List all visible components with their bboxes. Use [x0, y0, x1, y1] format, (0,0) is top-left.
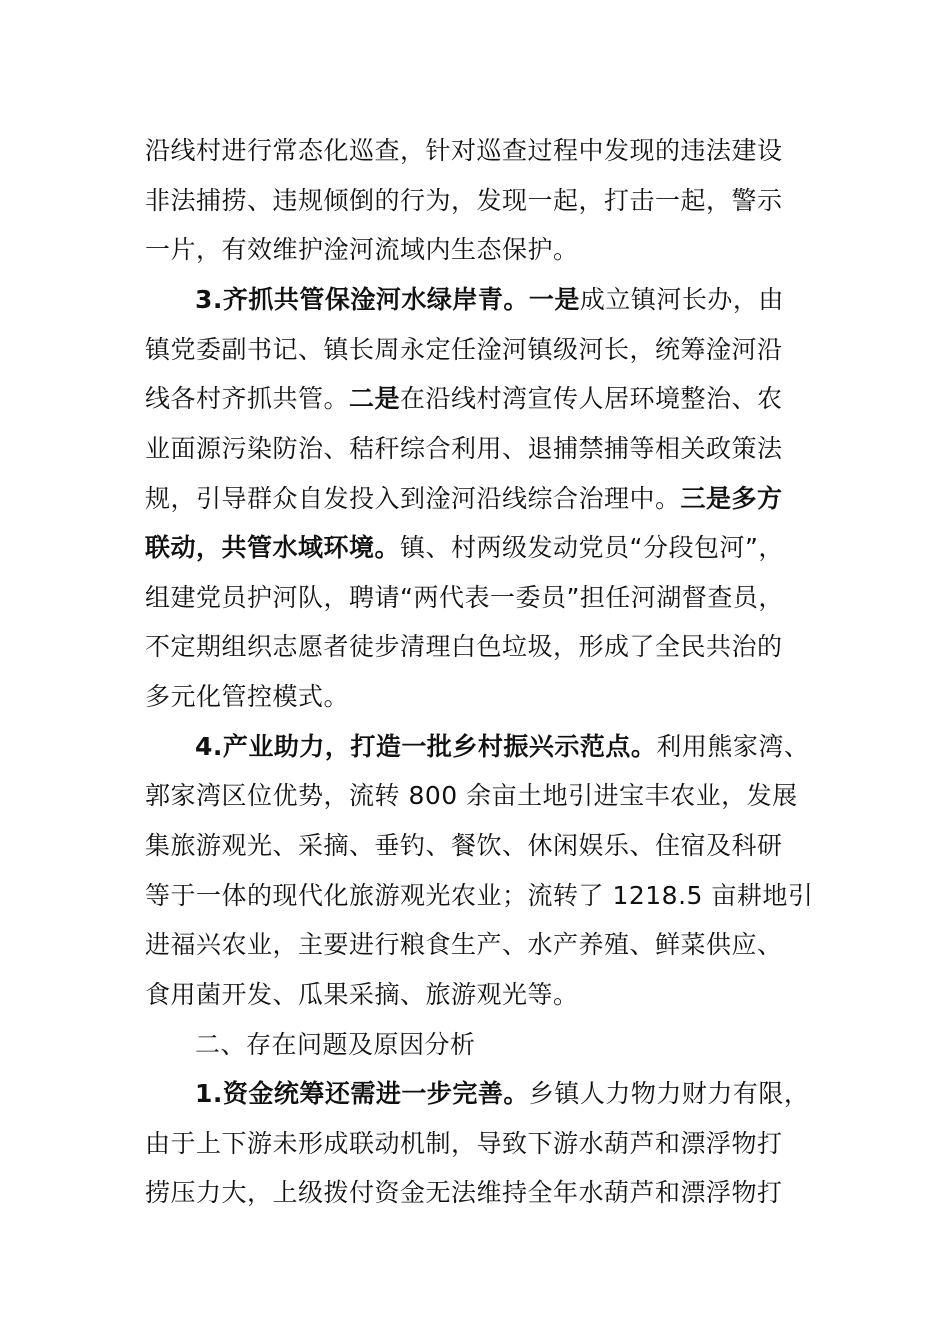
text-span: 规，引导群众自发投入到淦河沿线综合治理中。 — [145, 484, 681, 513]
text-line: 郭家湾区位优势，流转 800 余亩土地引进宝丰农业，发展 — [145, 781, 798, 810]
text-line: 食用菌开发、瓜果采摘、旅游观光等。 — [145, 980, 579, 1009]
text-line — [145, 381, 783, 417]
text-span: 乡镇人力物力财力有限， — [528, 1079, 810, 1108]
text-line: 进福兴农业，主要进行粮食生产、水产养殖、鲜菜供应、 — [145, 930, 783, 959]
text-span: 成立镇河长办，由 — [579, 285, 784, 314]
text-span: 利用熊家湾、 — [656, 732, 810, 761]
bold-marker: 联动，共管水域环境。 — [145, 533, 401, 562]
paragraph-3-heading: 3.齐抓共管保淦河水绿岸青。 — [195, 285, 529, 314]
text-span: 镇、村两级发动党员“分段包河”， — [400, 533, 784, 562]
bold-marker: 三是多方 — [680, 484, 783, 513]
text-line: 沿线村进行常态化巡查，针对巡查过程中发现的违法建设 — [145, 136, 783, 165]
section-2-paragraph-1-first-line — [195, 1076, 809, 1112]
text-line: 非法捕捞、违规倾倒的行为，发现一起，打击一起，警示 — [145, 186, 783, 215]
text-line: 组建党员护河队，聘请“两代表一委员”担任河湖督查员， — [145, 583, 784, 612]
paragraph-4-heading: 4.产业助力，打造一批乡村振兴示范点。 — [195, 732, 657, 761]
text-line — [145, 481, 783, 517]
text-line: 镇党委副书记、镇长周永定任淦河镇级河长，统筹淦河沿 — [145, 335, 783, 364]
text-line — [145, 530, 784, 566]
section-heading: 二、存在问题及原因分析 — [195, 1030, 476, 1059]
text-span: 在沿线村湾宣传人居环境整治、农 — [400, 384, 783, 413]
text-line: 集旅游观光、采摘、垂钓、餐饮、休闲娱乐、住宿及科研 — [145, 831, 783, 860]
text-line: 多元化管控模式。 — [145, 682, 350, 711]
text-line: 捞压力大，上级拨付资金无法维持全年水葫芦和漂浮物打 — [145, 1178, 783, 1207]
text-line: 业面源污染防治、秸秆综合利用、退捕禁捕等相关政策法 — [145, 434, 783, 463]
text-span: 线各村齐抓共管。 — [145, 384, 350, 413]
text-line: 等于一体的现代化旅游观光农业；流转了 1218.5 亩耕地引 — [145, 881, 814, 910]
paragraph-3-first-line — [195, 282, 784, 318]
bold-marker: 二是 — [349, 384, 401, 413]
bold-marker: 一是 — [528, 285, 580, 314]
text-line: 一片，有效维护淦河流域内生态保护。 — [145, 235, 579, 264]
section-2-paragraph-1-heading: 1.资金统筹还需进一步完善。 — [195, 1079, 529, 1108]
paragraph-4-first-line — [195, 729, 809, 765]
text-line: 不定期组织志愿者徒步清理白色垃圾，形成了全民共治的 — [145, 632, 783, 661]
text-line: 由于上下游未形成联动机制，导致下游水葫芦和漂浮物打 — [145, 1129, 783, 1158]
